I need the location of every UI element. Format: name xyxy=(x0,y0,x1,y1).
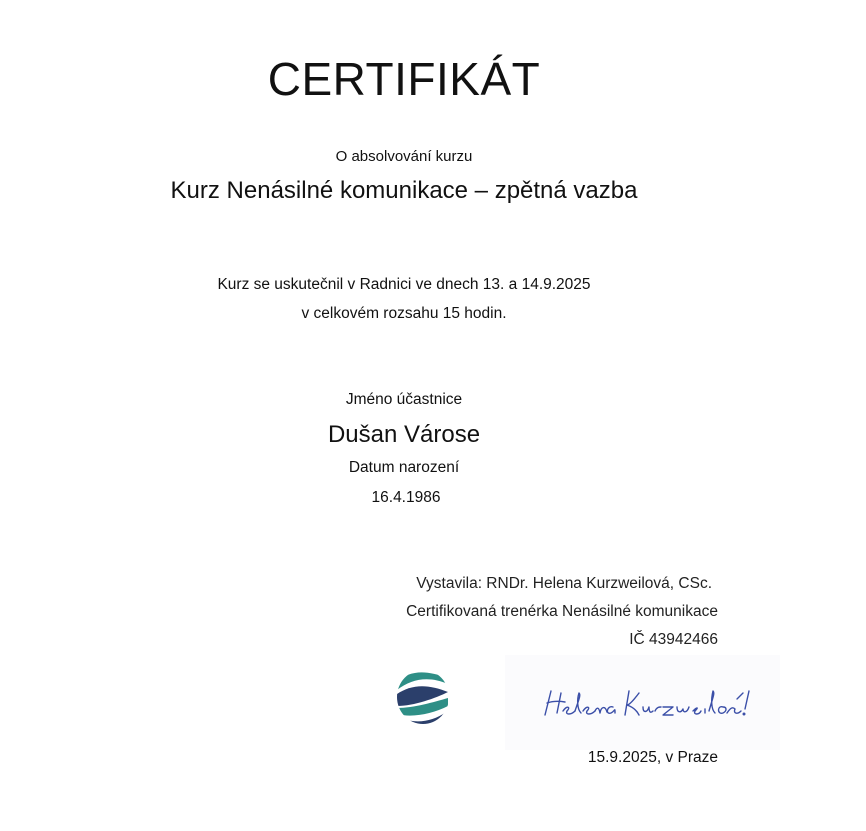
issuer-line-1: Vystavila: RNDr. Helena Kurzweilová, CSc. xyxy=(416,575,712,592)
course-info-line-1: Kurz se uskutečnil v Radnici ve dnech 13. a 14.9.2025 xyxy=(217,276,591,293)
dob-value: 16.4.1986 xyxy=(371,489,441,506)
issue-date-place: 15.9.2025, v Praze xyxy=(587,749,718,766)
wave-logo-icon xyxy=(392,668,454,726)
signature-image xyxy=(505,655,780,750)
course-info-line-2: v celkovém rozsahu 15 hodin. xyxy=(301,305,507,322)
certificate-title: CERTIFIKÁT xyxy=(267,53,541,105)
dob-label: Datum narození xyxy=(348,459,460,476)
course-name: Kurz Nenásilné komunikace – zpětná vazba xyxy=(170,177,638,204)
issuer-line-2: Certifikovaná trenérka Nenásilné komunikace xyxy=(406,603,718,620)
course-intro: O absolvování kurzu xyxy=(335,148,473,165)
participant-label: Jméno účastnice xyxy=(345,391,463,408)
issuer-id: IČ 43942466 xyxy=(629,631,718,648)
participant-name: Dušan Várose xyxy=(327,421,481,448)
